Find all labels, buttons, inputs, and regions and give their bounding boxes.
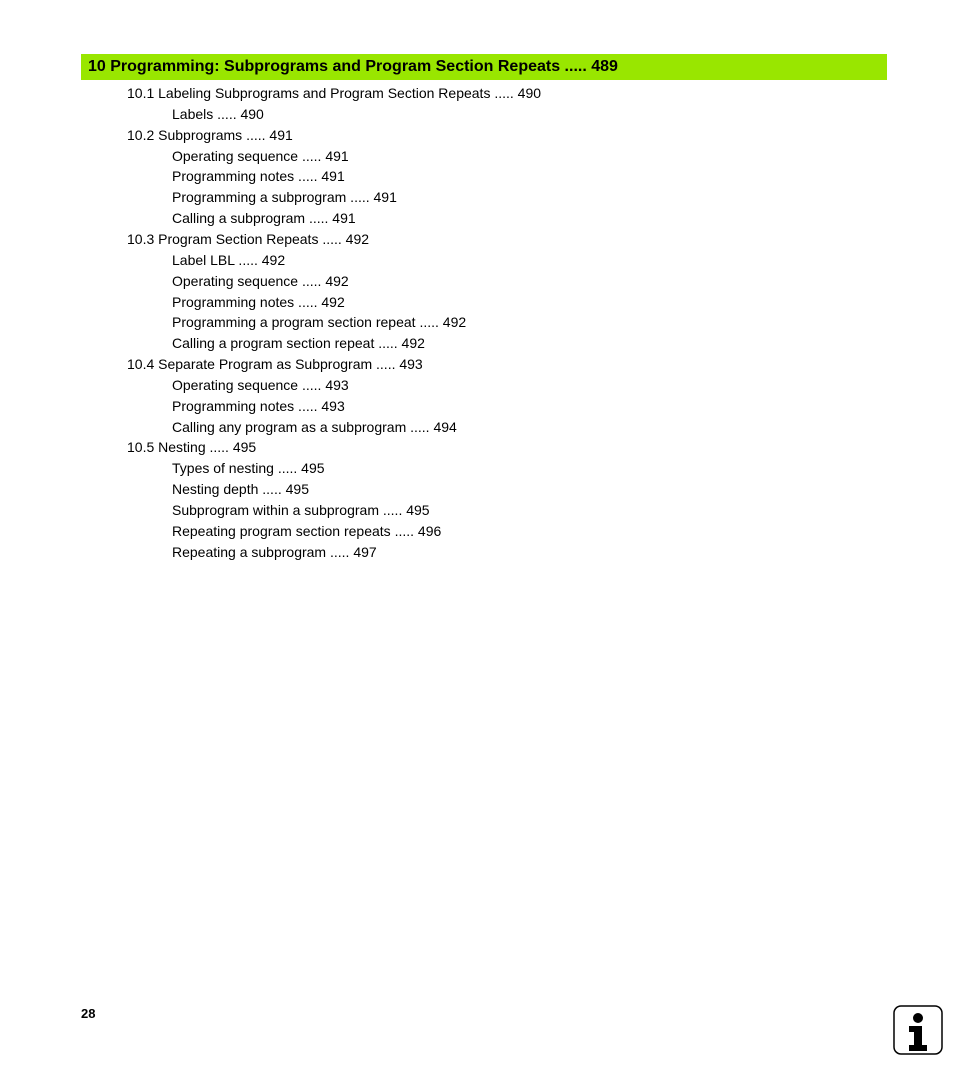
toc-subsection-entry[interactable]: Programming a subprogram ..... 491 [172,189,397,206]
toc-subsection-entry[interactable]: Nesting depth ..... 495 [172,481,309,498]
toc-subsection-entry[interactable]: Repeating program section repeats ..... 496 [172,522,442,539]
toc-subsection-entry[interactable]: Calling a program section repeat ..... 492 [172,335,425,352]
toc-subsection-entry[interactable]: Labels ..... 490 [172,105,264,122]
toc-subsection-entry[interactable]: Operating sequence ..... 491 [172,147,349,164]
toc-subsection-entry[interactable]: Programming a program section repeat ..... 492 [172,314,467,331]
toc-section-entry[interactable]: 10.3 Program Section Repeats ..... 492 [127,230,370,247]
toc-subsection-entry[interactable]: Programming notes ..... 492 [172,293,345,310]
info-icon [893,1005,943,1055]
chapter-title[interactable]: 10 Programming: Subprograms and Program Section Repeats ..... 489 [88,58,618,75]
toc-subsection-entry[interactable]: Programming notes ..... 493 [172,397,345,414]
toc-subsection-entry[interactable]: Operating sequence ..... 492 [172,272,349,289]
toc-section-entry[interactable]: 10.5 Nesting ..... 495 [127,439,257,456]
toc-section-entry[interactable]: 10.1 Labeling Subprograms and Program Section Repeats ..... 490 [127,85,542,101]
toc-subsection-entry[interactable]: Repeating a subprogram ..... 497 [172,543,377,560]
toc-section-entry[interactable]: 10.4 Separate Program as Subprogram ..... 493 [127,356,423,373]
toc-subsection-entry[interactable]: Programming notes ..... 491 [172,168,345,185]
toc-subsection-entry[interactable]: Calling any program as a subprogram ..... 494 [172,418,457,435]
toc-subsection-entry[interactable]: Operating sequence ..... 493 [172,376,349,393]
page-number: 28 [81,1006,96,1021]
toc-subsection-entry[interactable]: Subprogram within a subprogram ..... 495 [172,502,430,518]
toc-subsection-entry[interactable]: Types of nesting ..... 495 [172,460,325,477]
toc-subsection-entry[interactable]: Calling a subprogram ..... 491 [172,210,356,227]
toc-subsection-entry[interactable]: Label LBL ..... 492 [172,251,286,268]
toc-section-entry[interactable]: 10.2 Subprograms ..... 491 [127,126,293,143]
